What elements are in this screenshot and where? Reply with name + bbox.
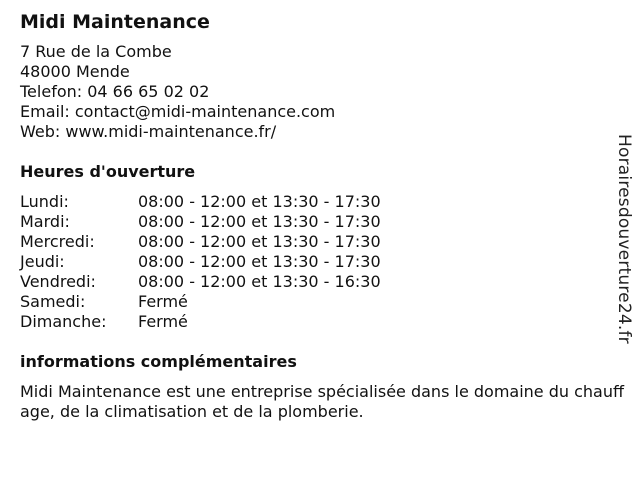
email-line: Email: contact@midi-maintenance.com [20,102,336,121]
day-hours: 08:00 - 12:00 et 13:30 - 17:30 [138,232,381,251]
day-hours: 08:00 - 12:00 et 13:30 - 17:30 [138,192,381,211]
day-label: Mardi: [20,212,70,231]
hours-table [20,192,620,332]
hours-row-dimanche [20,312,620,332]
website-line: Web: www.midi-maintenance.fr/ [20,122,277,141]
day-hours: 08:00 - 12:00 et 13:30 - 17:30 [138,252,381,271]
day-hours: Fermé [138,292,188,311]
day-label: Jeudi: [20,252,65,271]
hours-row-lundi [20,192,620,212]
day-hours: Fermé [138,312,188,331]
day-hours: 08:00 - 12:00 et 13:30 - 17:30 [138,212,381,231]
hours-row-jeudi [20,252,620,272]
day-hours: 08:00 - 12:00 et 13:30 - 16:30 [138,272,381,291]
day-label: Dimanche: [20,312,107,331]
hours-row-mardi [20,212,620,232]
address-city: 48000 Mende [20,62,130,81]
hours-row-vendredi [20,272,620,292]
info-description: Midi Maintenance est une entreprise spécialisée dans le domaine du chauffage, de la climatisation et de la plomberie. [20,382,625,421]
business-name: Midi Maintenance [20,11,210,33]
hours-row-mercredi [20,232,620,252]
site-watermark: Horairesdouverture24.fr [614,134,634,344]
hours-row-samedi [20,292,620,312]
day-label: Mercredi: [20,232,95,251]
day-label: Lundi: [20,192,69,211]
address-street: 7 Rue de la Combe [20,42,172,61]
info-title: informations complémentaires [20,352,297,371]
phone-line: Telefon: 04 66 65 02 02 [20,82,210,101]
day-label: Vendredi: [20,272,96,291]
hours-title: Heures d'ouverture [20,162,196,181]
day-label: Samedi: [20,292,86,311]
